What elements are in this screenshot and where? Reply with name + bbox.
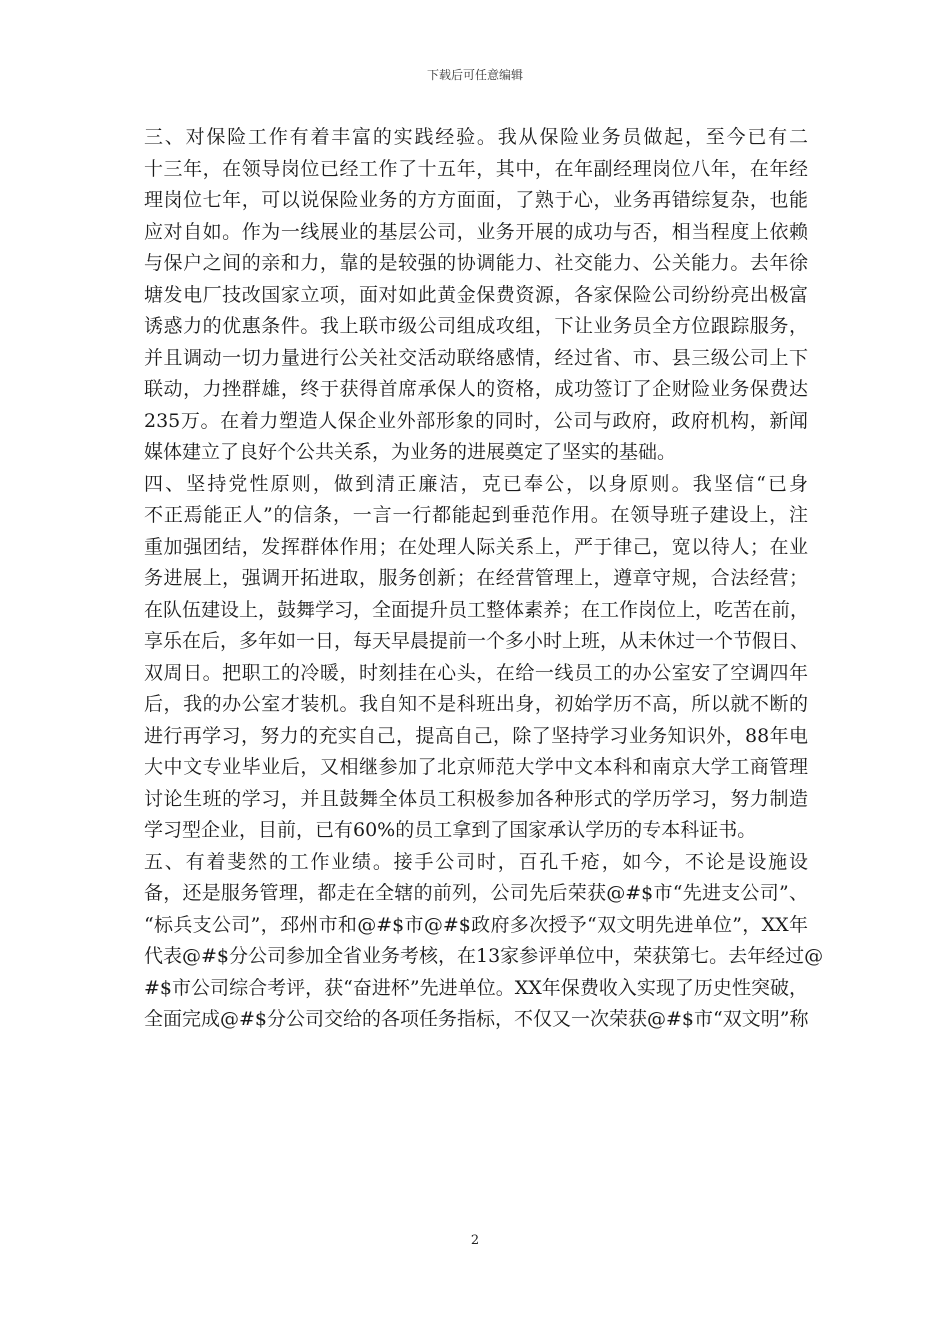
text-line: 后，我的办公室才装机。我自知不是科班出身，初始学历不高，所以就不断的	[144, 693, 808, 715]
text-line: 全面完成@#$分公司交给的各项任务指标，不仅又一次荣获@#$市“双文明”称	[144, 1008, 809, 1030]
text-line: 诱惑力的优惠条件。我上联市级公司组成攻组，下让业务员全方位跟踪服务，	[144, 315, 808, 337]
text-line: 五、有着斐然的工作业绩。接手公司时，百孔千疮，如今，不论是设施设	[144, 850, 808, 873]
text-line: 学习型企业，目前，已有60%的员工拿到了国家承认学历的专本科证书。	[144, 819, 757, 841]
text-line: 备，还是服务管理，都走在全辖的前列，公司先后荣获@#$市“先进支公司”、	[144, 882, 808, 904]
text-line: 进行再学习，努力的充实自己，提高自己，除了坚持学习业务知识外，88年电	[144, 724, 808, 747]
page-header: 下载后可任意编辑	[426, 68, 523, 82]
text-line: 在队伍建设上，鼓舞学习，全面提升员工整体素养；在工作岗位上，吃苦在前，	[144, 598, 810, 621]
text-line: 应对自如。作为一线展业的基层公司，业务开展的成功与否，相当程度上依赖	[144, 220, 808, 243]
document-body	[144, 122, 824, 1036]
text-line: 理岗位七年，可以说保险业务的方方面面，了熟于心，业务再错综复杂，也能	[144, 189, 808, 211]
text-line: 并且调动一切力量进行公关社交活动联络感情，经过省、市、县三级公司上下	[144, 346, 808, 369]
paragraph-5	[144, 847, 824, 1036]
text-line: 与保户之间的亲和力，靠的是较强的协调能力、社交能力、公关能力。去年徐	[144, 252, 808, 274]
text-line: 务进展上，强调开拓进取，服务创新；在经营管理上，遵章守规，合法经营；	[144, 567, 808, 589]
text-line: 双周日。把职工的冷暖，时刻挂在心头，在给一线员工的办公室安了空调四年	[144, 661, 808, 684]
text-line: 联动，力挫群雄，终于获得首席承保人的资格，成功签订了企财险业务保费达	[144, 378, 808, 400]
text-line: 代表@#$分公司参加全省业务考核，在13家参评单位中，荣获第七。去年经过@	[144, 945, 824, 967]
text-line: 三、对保险工作有着丰富的实践经验。我从保险业务员做起，至今已有二	[144, 126, 808, 148]
text-line: 享乐在后，多年如一日，每天早晨提前一个多小时上班，从未休过一个节假日、	[144, 630, 810, 652]
paragraph-4	[144, 469, 808, 847]
text-line: 讨论生班的学习，并且鼓舞全体员工积极参加各种形式的学历学习，努力制造	[144, 787, 808, 810]
text-line: 重加强团结，发挥群体作用；在处理人际关系上，严于律己，宽以待人；在业	[144, 535, 808, 558]
text-line: “标兵支公司”，邳州市和@#$市@#$政府多次授予“双文明先进单位”，XX年	[144, 913, 808, 936]
text-line: 不正焉能正人”的信条，一言一行都能起到垂范作用。在领导班子建设上，注	[144, 504, 808, 526]
text-line: 235万。在着力塑造人保企业外部形象的同时，公司与政府，政府机构，新闻	[144, 409, 808, 432]
text-line: 塘发电厂技改国家立项，面对如此黄金保费资源，各家保险公司纷纷亮出极富	[144, 283, 808, 306]
text-line: 大中文专业毕业后，又相继参加了北京师范大学中文本科和南京大学工商管理	[144, 756, 808, 778]
text-line: 媒体建立了良好个公共关系，为业务的进展奠定了坚实的基础。	[144, 441, 677, 463]
text-line: #$市公司综合考评，获“奋进杯”先进单位。XX年保费收入实现了历史性突破，	[144, 976, 808, 999]
text-line: 十三年，在领导岗位已经工作了十五年，其中，在年副经理岗位八年，在年经	[144, 157, 808, 180]
page-number: 2	[470, 1233, 480, 1248]
text-line: 四、坚持党性原则，做到清正廉洁，克已奉公，以身原则。我坚信“已身	[144, 472, 808, 495]
paragraph-3	[144, 122, 808, 469]
